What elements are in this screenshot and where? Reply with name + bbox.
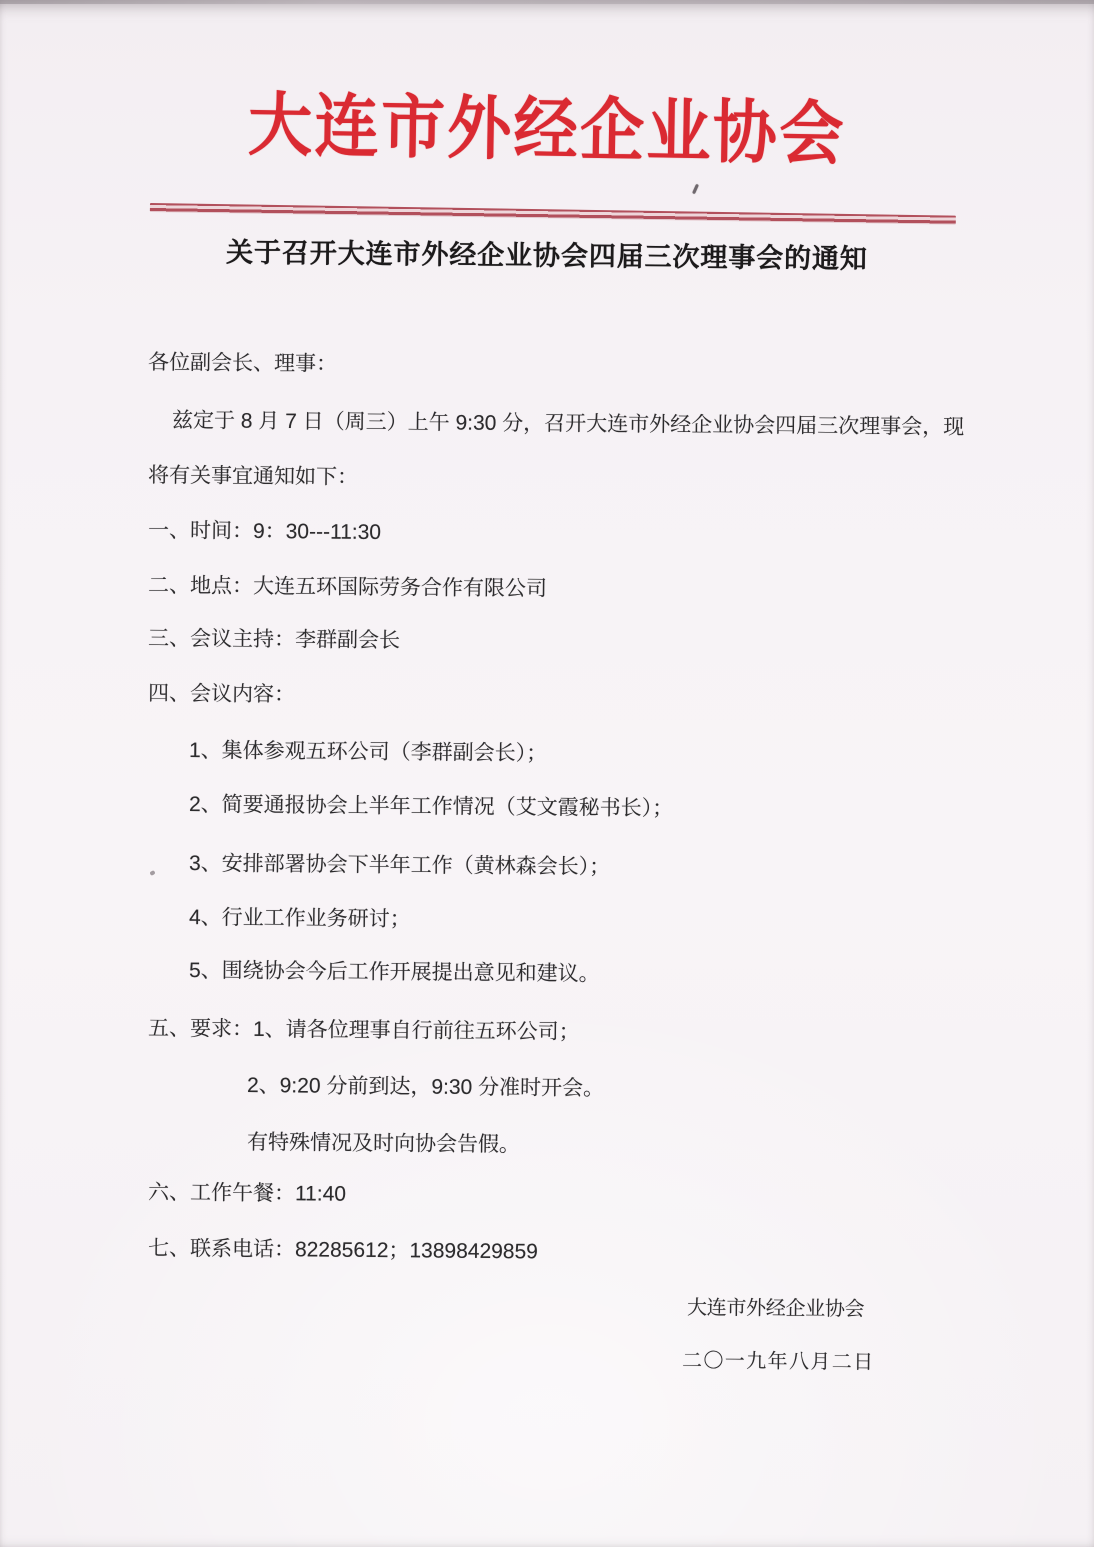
agenda-item-3: 3、安排部署协会下半年工作（黄林森会长）； (188, 852, 611, 879)
agenda-item-5: 5、围绕协会今后工作开展提出意见和建议。 (188, 959, 600, 986)
agenda-item-4: 4、行业工作业务研讨； (188, 906, 411, 931)
item-requirements: 五、要求：1、请各位理事自行前往五环公司； (147, 1017, 580, 1044)
agenda-item-2: 2、简要通报协会上半年工作情况（艾文霞秘书长）； (188, 793, 674, 821)
header-divider-line (150, 203, 956, 225)
item-lunch: 六、工作午餐：11:40 (147, 1181, 347, 1206)
organization-title: 大连市外经企业协会 (247, 87, 847, 174)
requirement-note: 有特殊情况及时向协会告假。 (246, 1131, 521, 1157)
item-time: 一、时间：9：30---11:30 (147, 519, 382, 545)
requirement-2: 2、9:20 分前到达，9:30 分准时开会。 (246, 1074, 605, 1101)
notice-title: 关于召开大连市外经企业协会四届三次理事会的通知 (225, 237, 868, 275)
item-host: 三、会议主持：李群副会长 (147, 627, 401, 653)
signature-date: 二〇一九年八月二日 (681, 1350, 875, 1374)
intro-line-1: 兹定于 8 月 7 日（周三）上午 9:30 分，召开大连市外经企业协会四届三次理事会，现 (171, 409, 965, 439)
intro-line-2: 将有关事宜通知如下： (147, 464, 359, 489)
scan-speck (692, 184, 699, 194)
signature-org: 大连市外经企业协会 (686, 1297, 865, 1321)
item-location: 二、地点：大连五环国际劳务合作有限公司 (147, 574, 548, 601)
item-phone: 七、联系电话：82285612；13898429859 (147, 1237, 538, 1264)
item-agenda-heading: 四、会议内容： (147, 682, 296, 707)
agenda-item-1: 1、集体参观五环公司（李群副会长）； (188, 739, 548, 766)
salutation-line: 各位副会长、理事： (147, 351, 338, 376)
scan-speck (149, 870, 155, 876)
